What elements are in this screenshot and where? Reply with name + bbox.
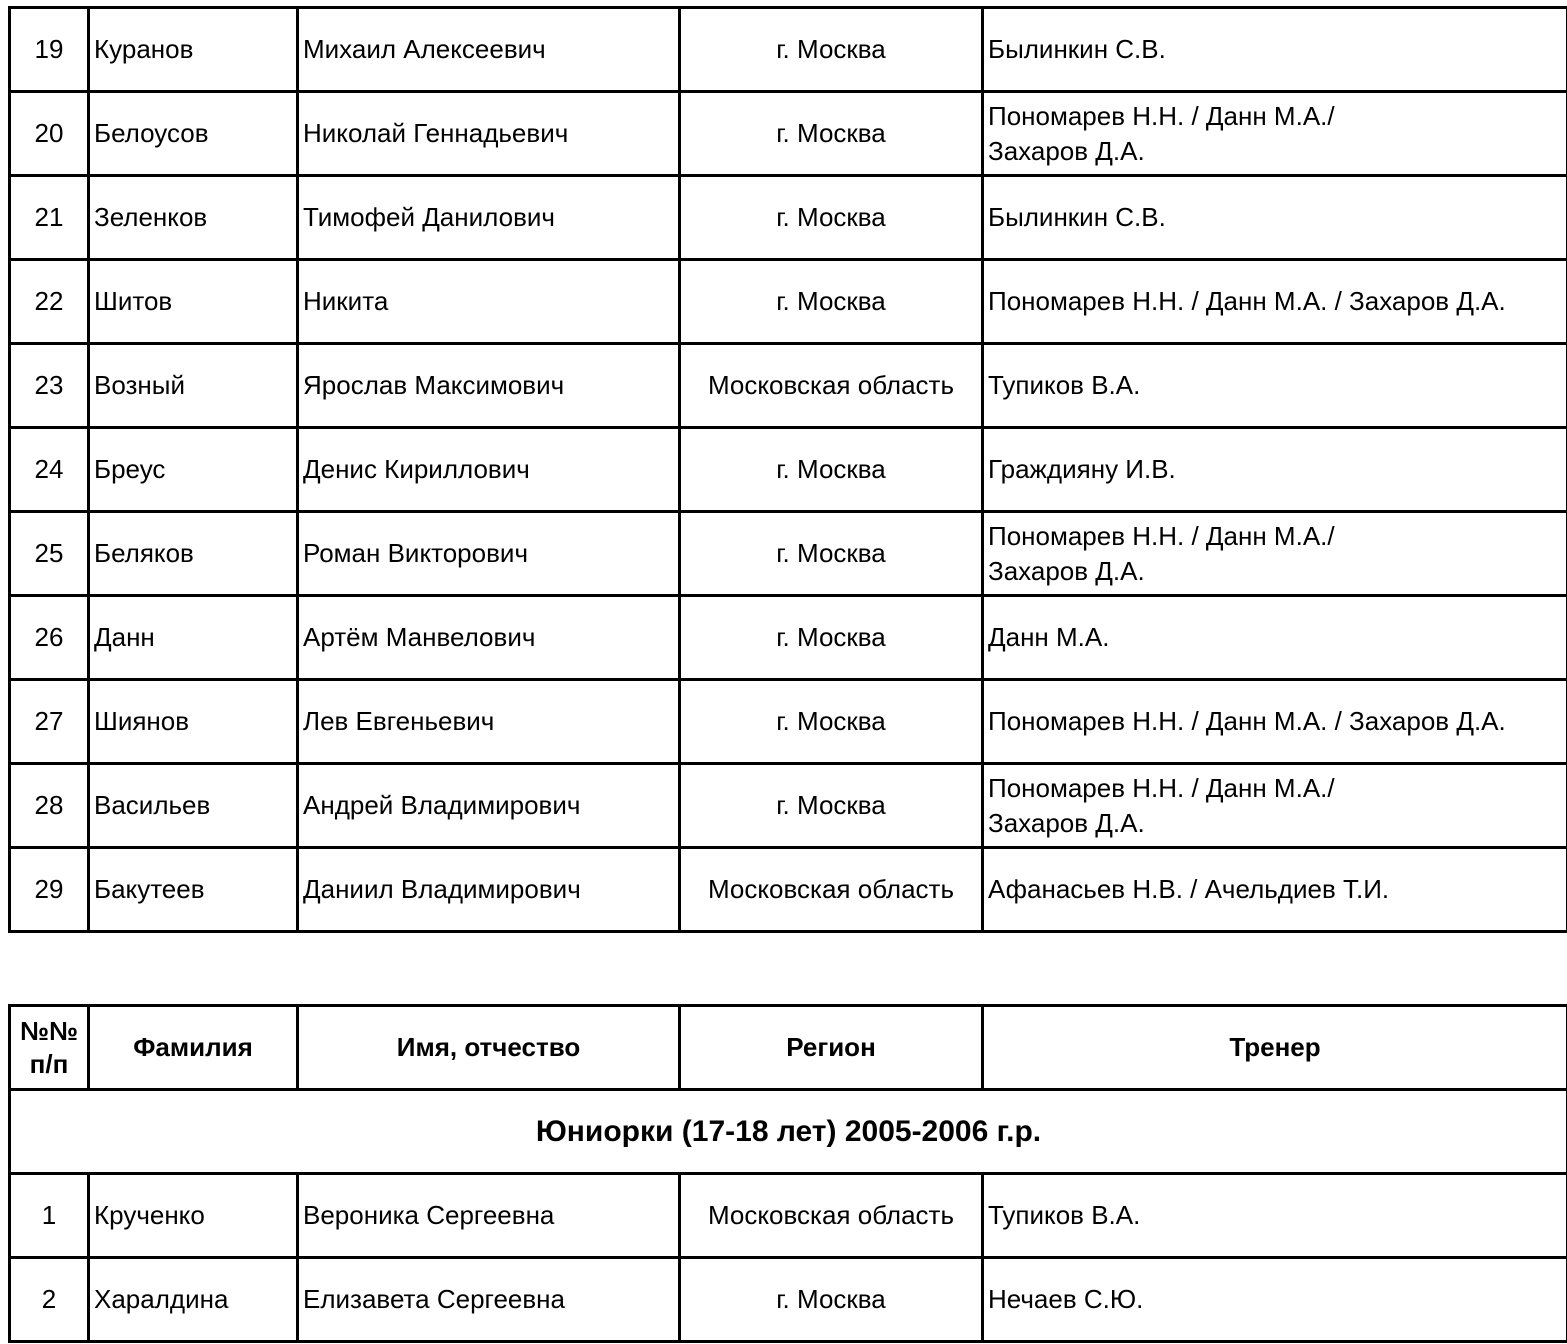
row-name: Михаил Алексеевич	[298, 8, 680, 92]
row-number: 1	[10, 1174, 89, 1258]
row-surname: Данн	[89, 596, 298, 680]
row-region: г. Москва	[680, 512, 983, 596]
row-name: Тимофей Данилович	[298, 176, 680, 260]
row-coach: Тупиков В.А.	[983, 344, 1567, 428]
row-region: г. Москва	[680, 260, 983, 344]
table-row	[10, 1174, 1567, 1258]
row-coach: Пономарев Н.Н. / Данн М.А./ Захаров Д.А.	[983, 764, 1567, 848]
juniors-table	[8, 1004, 1567, 1343]
row-name: Николай Геннадьевич	[298, 92, 680, 176]
row-number: 28	[10, 764, 89, 848]
table-row	[10, 512, 1567, 596]
header-region: Регион	[680, 1006, 983, 1090]
row-number: 22	[10, 260, 89, 344]
row-name: Никита	[298, 260, 680, 344]
row-surname: Бакутеев	[89, 848, 298, 932]
section-title-row	[10, 1090, 1567, 1174]
row-surname: Шиянов	[89, 680, 298, 764]
row-surname: Белоусов	[89, 92, 298, 176]
row-number: 26	[10, 596, 89, 680]
row-coach: Афанасьев Н.В. / Ачельдиев Т.И.	[983, 848, 1567, 932]
row-number: 29	[10, 848, 89, 932]
row-surname: Зеленков	[89, 176, 298, 260]
section-title: Юниорки (17-18 лет) 2005-2006 г.р.	[10, 1090, 1567, 1174]
table-row	[10, 680, 1567, 764]
participants-table-continued	[8, 6, 1567, 933]
row-name: Артём Манвелович	[298, 596, 680, 680]
row-number: 25	[10, 512, 89, 596]
row-region: г. Москва	[680, 680, 983, 764]
row-name: Денис Кириллович	[298, 428, 680, 512]
row-region: г. Москва	[680, 596, 983, 680]
table-row	[10, 8, 1567, 92]
row-surname: Бреус	[89, 428, 298, 512]
row-coach: Данн М.А.	[983, 596, 1567, 680]
row-region: г. Москва	[680, 1258, 983, 1342]
header-row	[10, 1006, 1567, 1090]
row-name: Ярослав Максимович	[298, 344, 680, 428]
row-region: г. Москва	[680, 8, 983, 92]
row-coach: Былинкин С.В.	[983, 176, 1567, 260]
table-row	[10, 1258, 1567, 1342]
row-surname: Беляков	[89, 512, 298, 596]
participants-table-body	[10, 8, 1567, 932]
row-coach: Пономарев Н.Н. / Данн М.А. / Захаров Д.А.	[983, 680, 1567, 764]
row-surname: Возный	[89, 344, 298, 428]
juniors-table-body	[10, 1090, 1567, 1342]
row-number: 21	[10, 176, 89, 260]
row-coach: Тупиков В.А.	[983, 1174, 1567, 1258]
row-region: г. Москва	[680, 764, 983, 848]
row-coach: Пономарев Н.Н. / Данн М.А./ Захаров Д.А.	[983, 512, 1567, 596]
header-name: Имя, отчество	[298, 1006, 680, 1090]
row-name: Елизавета Сергеевна	[298, 1258, 680, 1342]
row-surname: Куранов	[89, 8, 298, 92]
header-number: №№ п/п	[10, 1006, 89, 1090]
row-coach: Пономарев Н.Н. / Данн М.А. / Захаров Д.А.	[983, 260, 1567, 344]
row-coach: Нечаев С.Ю.	[983, 1258, 1567, 1342]
row-surname: Крученко	[89, 1174, 298, 1258]
row-number: 2	[10, 1258, 89, 1342]
row-surname: Васильев	[89, 764, 298, 848]
row-number: 19	[10, 8, 89, 92]
row-number: 24	[10, 428, 89, 512]
row-number: 27	[10, 680, 89, 764]
row-region: г. Москва	[680, 428, 983, 512]
table-row	[10, 92, 1567, 176]
row-region: Московская область	[680, 848, 983, 932]
table-row	[10, 344, 1567, 428]
row-name: Лев Евгеньевич	[298, 680, 680, 764]
table-row	[10, 596, 1567, 680]
row-region: г. Москва	[680, 92, 983, 176]
row-number: 23	[10, 344, 89, 428]
table-row	[10, 260, 1567, 344]
row-number: 20	[10, 92, 89, 176]
table-row	[10, 176, 1567, 260]
table-row	[10, 848, 1567, 932]
row-name: Даниил Владимирович	[298, 848, 680, 932]
header-surname: Фамилия	[89, 1006, 298, 1090]
row-surname: Шитов	[89, 260, 298, 344]
table-row	[10, 764, 1567, 848]
row-region: Московская область	[680, 1174, 983, 1258]
row-region: Московская область	[680, 344, 983, 428]
row-coach: Пономарев Н.Н. / Данн М.А./ Захаров Д.А.	[983, 92, 1567, 176]
row-name: Роман Викторович	[298, 512, 680, 596]
row-name: Андрей Владимирович	[298, 764, 680, 848]
row-coach: Былинкин С.В.	[983, 8, 1567, 92]
row-region: г. Москва	[680, 176, 983, 260]
row-coach: Граждияну И.В.	[983, 428, 1567, 512]
table-row	[10, 428, 1567, 512]
header-coach: Тренер	[983, 1006, 1567, 1090]
row-name: Вероника Сергеевна	[298, 1174, 680, 1258]
row-surname: Харалдина	[89, 1258, 298, 1342]
